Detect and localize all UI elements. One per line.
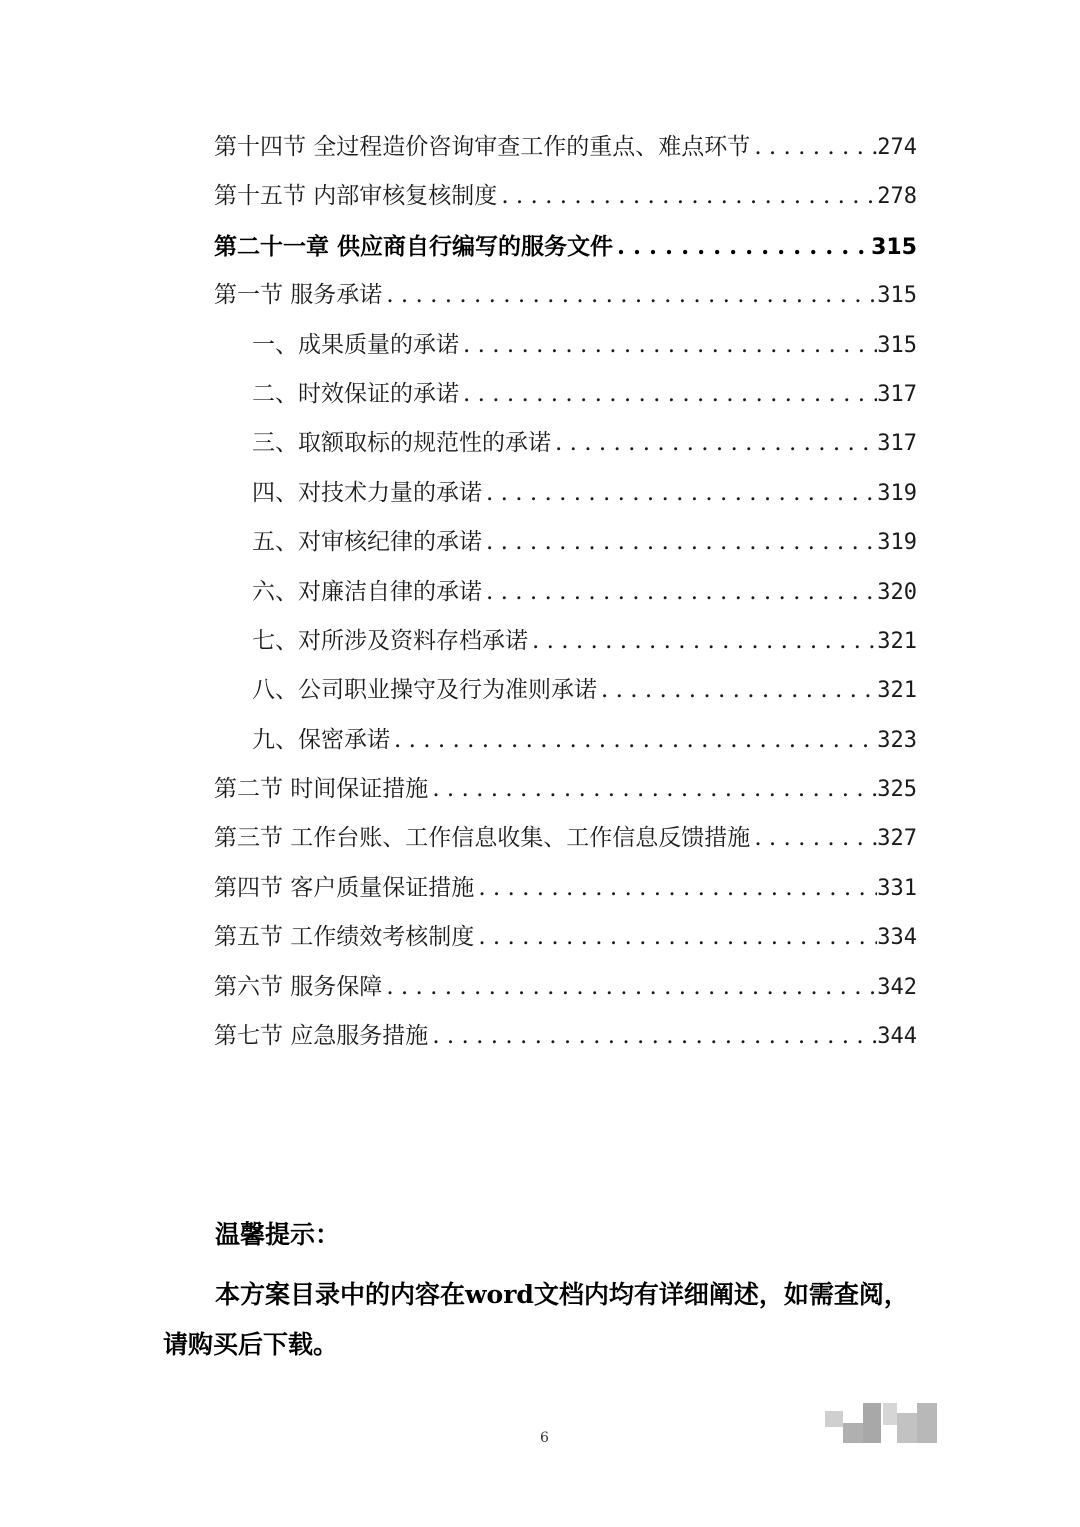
toc-entry-title: 第五节 工作绩效考核制度 bbox=[214, 924, 475, 951]
toc-page-number: 321 bbox=[877, 678, 917, 704]
toc-page-number: 325 bbox=[877, 777, 917, 803]
toc-entry-title: 第三节 工作台账、工作信息收集、工作信息反馈措施 bbox=[214, 825, 751, 852]
watermark-block bbox=[897, 1413, 917, 1443]
watermark-block bbox=[863, 1403, 881, 1443]
toc-dot-leader bbox=[497, 172, 877, 221]
toc-page-number: 274 bbox=[877, 135, 917, 160]
toc-entry-title: 第二十一章 供应商自行编写的服务文件 bbox=[214, 232, 614, 260]
toc-entry-title: 一、成果质量的承诺 bbox=[252, 331, 459, 358]
toc-dot-leader bbox=[750, 814, 877, 863]
toc-entry[interactable] bbox=[214, 123, 917, 172]
toc-dot-leader bbox=[459, 321, 877, 370]
toc-dot-leader bbox=[428, 1012, 877, 1061]
toc-page-number: 323 bbox=[877, 727, 917, 753]
toc-dot-leader bbox=[474, 913, 877, 962]
toc-entry[interactable] bbox=[214, 271, 917, 320]
toc-dot-leader bbox=[382, 963, 877, 1012]
toc-entry-title: 九、保密承诺 bbox=[252, 726, 390, 753]
toc-page-number: 319 bbox=[877, 530, 917, 556]
toc-page-number: 278 bbox=[877, 184, 917, 210]
toc-page-number: 315 bbox=[871, 234, 917, 260]
watermark-block bbox=[917, 1403, 937, 1443]
toc-entry-title: 第十四节 全过程造价咨询审查工作的重点、难点环节 bbox=[214, 134, 751, 160]
toc-subentry[interactable] bbox=[214, 568, 917, 617]
page-number: 6 bbox=[540, 1430, 549, 1446]
toc-dot-leader bbox=[390, 716, 877, 765]
watermark-block bbox=[843, 1423, 863, 1443]
toc-dot-leader bbox=[750, 123, 877, 172]
toc-page-number: 320 bbox=[877, 579, 917, 605]
toc-page-number: 334 bbox=[877, 925, 917, 951]
toc-page-number: 342 bbox=[877, 974, 917, 1000]
toc-page-number: 331 bbox=[877, 875, 917, 901]
toc-dot-leader bbox=[528, 617, 877, 666]
toc-entry[interactable] bbox=[214, 1012, 917, 1061]
toc-subentry[interactable] bbox=[214, 716, 917, 765]
toc-entry-title: 第二节 时间保证措施 bbox=[214, 776, 429, 803]
notice-heading: 温馨提示： bbox=[215, 1220, 341, 1249]
toc-page-number: 315 bbox=[877, 283, 917, 309]
toc-dot-leader bbox=[482, 568, 877, 617]
toc-dot-leader bbox=[482, 518, 877, 567]
toc-entry-title: 六、对廉洁自律的承诺 bbox=[252, 578, 482, 605]
toc-entry-title: 第一节 服务承诺 bbox=[214, 282, 383, 309]
toc-entry[interactable] bbox=[214, 864, 917, 913]
toc-dot-leader bbox=[474, 864, 877, 913]
toc-dot-leader bbox=[597, 666, 877, 715]
toc-entry-title: 二、时效保证的承诺 bbox=[252, 380, 459, 407]
toc-page-number: 344 bbox=[877, 1024, 917, 1050]
toc-subentry[interactable] bbox=[214, 617, 917, 666]
toc-dot-leader bbox=[613, 222, 871, 271]
toc-entry-title: 八、公司职业操守及行为准则承诺 bbox=[252, 677, 597, 704]
toc-entry[interactable] bbox=[214, 172, 917, 221]
toc-entry-title: 七、对所涉及资料存档承诺 bbox=[252, 627, 528, 654]
toc-dot-leader bbox=[482, 469, 877, 518]
toc-page-number: 315 bbox=[877, 332, 917, 358]
toc-subentry[interactable] bbox=[214, 419, 917, 468]
toc-page-number: 319 bbox=[877, 480, 917, 506]
toc-dot-leader bbox=[551, 419, 877, 468]
toc-entry[interactable] bbox=[214, 963, 917, 1012]
toc-entry-title: 三、取额取标的规范性的承诺 bbox=[252, 430, 551, 457]
toc-page-number: 317 bbox=[877, 381, 917, 407]
toc-subentry[interactable] bbox=[214, 370, 917, 419]
table-of-contents bbox=[214, 123, 917, 1061]
toc-subentry[interactable] bbox=[214, 469, 917, 518]
notice-body: 本方案目录中的内容在word文档内均有详细阐述，如需查阅，请购买后下载。 bbox=[163, 1280, 909, 1359]
toc-chapter-entry[interactable] bbox=[214, 222, 917, 271]
toc-subentry[interactable] bbox=[214, 321, 917, 370]
toc-entry-title: 四、对技术力量的承诺 bbox=[252, 479, 482, 506]
toc-dot-leader bbox=[382, 271, 877, 320]
toc-page-number: 327 bbox=[877, 826, 917, 852]
toc-dot-leader bbox=[459, 370, 877, 419]
toc-entry-title: 第四节 客户质量保证措施 bbox=[214, 874, 475, 901]
toc-entry-title: 第十五节 内部审核复核制度 bbox=[214, 183, 498, 210]
toc-page-number: 321 bbox=[877, 628, 917, 654]
toc-subentry[interactable] bbox=[214, 518, 917, 567]
toc-entry-title: 第七节 应急服务措施 bbox=[214, 1023, 429, 1050]
toc-dot-leader bbox=[428, 765, 877, 814]
watermark-logo bbox=[825, 1403, 937, 1443]
toc-page-number: 317 bbox=[877, 431, 917, 457]
toc-subentry[interactable] bbox=[214, 666, 917, 715]
toc-entry[interactable] bbox=[214, 814, 917, 863]
toc-entry-title: 第六节 服务保障 bbox=[214, 973, 383, 1000]
toc-entry-title: 五、对审核纪律的承诺 bbox=[252, 529, 482, 556]
toc-entry[interactable] bbox=[214, 765, 917, 814]
toc-entry[interactable] bbox=[214, 913, 917, 962]
watermark-block bbox=[883, 1403, 897, 1425]
watermark-block bbox=[825, 1411, 843, 1427]
